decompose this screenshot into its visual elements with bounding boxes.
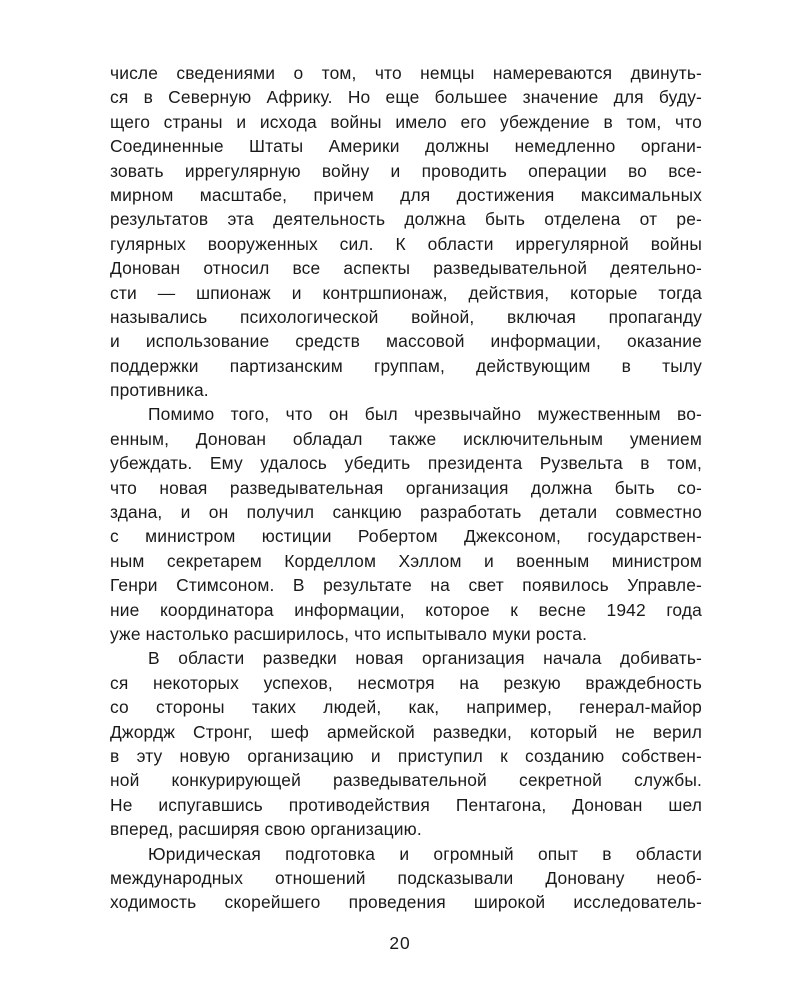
text-line: ние координатора информации, которое к весне 1942 года: [110, 599, 702, 620]
text-line: мирном масштабе, причем для достижения максимальных: [110, 184, 702, 205]
text-line: щего страны и исхода войны имело его убеждение в том, что: [110, 111, 702, 132]
text-line: Генри Стимсоном. В результате на свет появилось Управле-: [110, 575, 702, 596]
text-line: убеждать. Ему удалось убедить президента Рузвельта в том,: [110, 453, 702, 474]
text-line: здана, и он получил санкцию разработать детали совместно: [110, 502, 702, 523]
text-line: Джордж Стронг, шеф армейской разведки, который не верил: [110, 721, 702, 742]
paragraph-end-line: вперед, расширяя свою организацию.: [110, 819, 422, 840]
body-text: [110, 61, 702, 915]
text-line: гулярных вооруженных сил. К области иррегулярной войны: [110, 233, 702, 254]
text-line: числе сведениями о том, что немцы намереваются двинуть-: [110, 63, 702, 83]
text-line: международных отношений подсказывали Доновану необ-: [110, 867, 702, 888]
text-line: Соединенные Штаты Америки должны немедленно органи-: [110, 136, 702, 157]
text-line: ной конкурирующей разведывательной секретной службы.: [110, 770, 702, 791]
text-line: енным, Донован обладал также исключительным умением: [110, 428, 702, 449]
text-line: зовать иррегулярную войну и проводить операции во все-: [110, 160, 702, 181]
text-line: поддержки партизанским группам, действующим в тылу: [110, 355, 702, 376]
text-line: ным секретарем Корделлом Хэллом и военным министром: [110, 550, 702, 571]
text-line: ся в Северную Африку. Но еще большее значение для буду-: [110, 87, 702, 108]
text-line: ходимость скорейшего проведения широкой исследователь-: [110, 892, 702, 913]
text-line: назывались психологической войной, включая пропаганду: [110, 306, 702, 327]
text-line: со стороны таких людей, как, например, генерал-майор: [110, 697, 702, 718]
text-line: в эту новую организацию и приступил к созданию собствен-: [110, 745, 702, 766]
text-line: результатов эта деятельность должна быть отделена от ре-: [110, 209, 702, 230]
text-line: ся некоторых успехов, несмотря на резкую враждебность: [110, 672, 702, 693]
paragraph-start-line: В области разведки новая организация начала добивать-: [148, 648, 702, 669]
page-number: 20: [389, 933, 411, 953]
paragraph-start-line: Юридическая подготовка и огромный опыт в области: [148, 843, 702, 864]
text-line: Донован относил все аспекты разведывательной деятельно-: [110, 258, 702, 279]
paragraph-end-line: противника.: [110, 380, 209, 401]
text-line: что новая разведывательная организация должна быть со-: [110, 477, 702, 498]
paragraph-start-line: Помимо того, что он был чрезвычайно мужественным во-: [148, 404, 702, 425]
paragraph-end-line: уже настолько расширилось, что испытывало муки роста.: [110, 623, 588, 644]
text-line: и использование средств массовой информации, оказание: [110, 331, 702, 352]
text-line: с министром юстиции Робертом Джексоном, государствен-: [110, 526, 702, 547]
text-line: Не испугавшись противодействия Пентагона, Донован шел: [110, 794, 702, 815]
text-line: сти — шпионаж и контршпионаж, действия, которые тогда: [110, 282, 702, 303]
